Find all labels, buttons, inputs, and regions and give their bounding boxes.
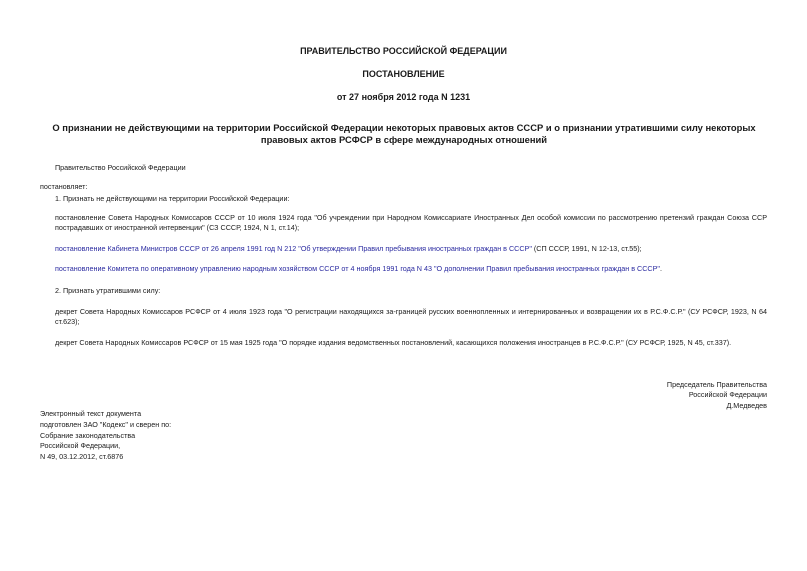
act-3-source: . <box>659 264 662 273</box>
document-title: О признании не действующими на территории Российской Федерации некоторых правовых актов СССР и о признании утратившими силу некоторых правовых актов РСФСР в сфере международных отношений <box>52 122 756 145</box>
act-2-link[interactable]: постановление Кабинета Министров СССР от 26 апреля 1991 год N 212 "Об утверждении Правил пребывания иностранных граждан в СССР" <box>55 244 532 253</box>
government-heading: ПРАВИТЕЛЬСТВО РОССИЙСКОЙ ФЕДЕРАЦИИ <box>300 46 507 56</box>
document-type: ПОСТАНОВЛЕНИЕ <box>362 69 445 79</box>
act-2-source: (СП СССР, 1991, N 12-13, ст.55); <box>531 244 642 253</box>
act-4-paragraph: декрет Совета Народных Комиссаров РСФСР от 4 июля 1923 года "О регистрации находящихся за-границей русских военнопленных и интернированных и возвращении их в Р.С.Ф.С.Р." (СУ РСФСР, 1923, N 64 ст.623); <box>55 307 767 326</box>
act-3-link[interactable]: постановление Комитета по оперативному управлению народным хозяйством СССР от 4 ноября 1991 года N 43 "О дополнении Правил пребывания иностранных граждан в СССР" <box>55 264 660 273</box>
document-date-number: от 27 ноября 2012 года N 1231 <box>336 92 471 102</box>
act-3-paragraph <box>55 264 662 274</box>
signature-country: Российской Федерации <box>688 390 767 399</box>
footer-line-3: Собрание законодательства <box>40 431 136 440</box>
footer-line-5: N 49, 03.12.2012, ст.6876 <box>40 452 124 461</box>
footer-line-1: Электронный текст документа <box>40 409 142 418</box>
signature-name: Д.Медведев <box>726 401 767 410</box>
signature-position: Председатель Правительства <box>666 380 767 389</box>
item-1-text: 1. Признать не действующими на территории Российской Федерации: <box>55 194 290 203</box>
item-2-text: 2. Признать утратившими силу: <box>55 286 161 295</box>
act-2-paragraph <box>55 244 642 254</box>
decides-text: постановляет: <box>40 182 88 191</box>
act-1-paragraph: постановление Совета Народных Комиссаров СССР от 10 июля 1924 года "Об учреждении при Народном Комиссариате Иностранных Дел особой комиссии по рассмотрению претензий граждан Союза ССР пострадавших от иностранной интервенции" (СЗ СССР, 1924, N 1, ст.14); <box>55 213 767 232</box>
footer-line-2: подготовлен ЗАО "Кодекс" и сверен по: <box>40 420 172 429</box>
act-5-paragraph: декрет Совета Народных Комиссаров РСФСР от 15 мая 1925 года "О порядке издания ведомственных постановлений, касающихся положения иностранцев в Р.С.Ф.С.Р." (СУ РСФСР, 1925, N 45, ст.337). <box>55 338 732 347</box>
footer-line-4: Российской Федерации, <box>40 441 121 450</box>
intro-text: Правительство Российской Федерации <box>55 163 186 172</box>
